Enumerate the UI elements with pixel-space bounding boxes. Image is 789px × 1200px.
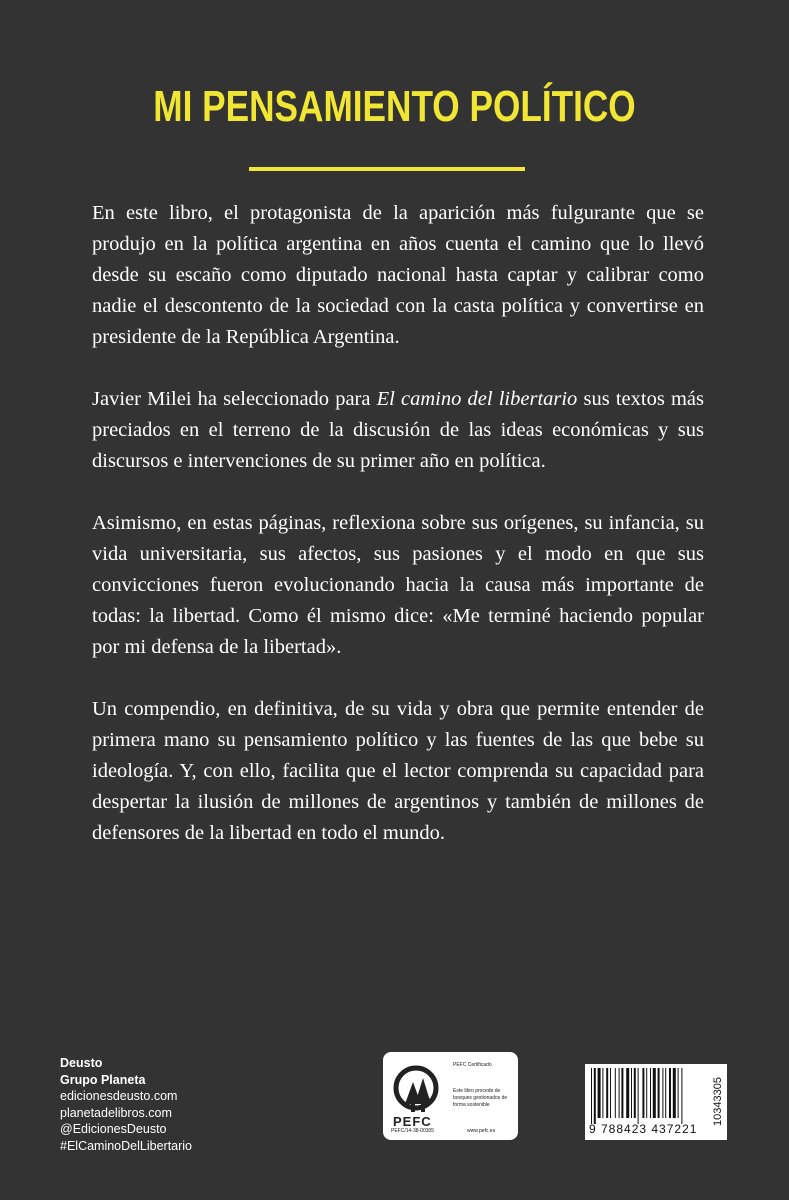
isbn-side-number: 10343305 [712, 1077, 724, 1127]
barcode-bar [646, 1068, 647, 1118]
barcode-bar [653, 1068, 656, 1118]
isbn-digits: 9 788423 437221 [589, 1122, 698, 1136]
barcode-bar [662, 1068, 663, 1118]
barcode-bar [606, 1068, 608, 1118]
synopsis [92, 198, 704, 880]
barcode-bar [621, 1068, 623, 1118]
pefc-url: www.pefc.es [467, 1128, 496, 1134]
barcode-bar [594, 1068, 596, 1124]
pefc-logo-text: PEFC [393, 1114, 432, 1129]
barcode-bar [602, 1068, 603, 1118]
barcode-bar [665, 1068, 666, 1118]
p2-text-after: sus textos más preciados en el terreno de la discusión de las ideas económicas y sus discursos e intervenciones de su primer año en política. [92, 388, 704, 472]
barcode-bar [634, 1068, 636, 1118]
barcode-bar [669, 1068, 671, 1118]
pefc-certified: PEFC Certificado [453, 1062, 492, 1068]
barcode-bar [642, 1068, 644, 1118]
barcode-bar [678, 1068, 679, 1118]
publisher-handle: @EdicionesDeusto [60, 1122, 167, 1136]
barcode-bar [638, 1068, 639, 1124]
barcode-bar [626, 1068, 629, 1118]
publisher-name: Deusto [60, 1056, 103, 1070]
pefc-tree-icon [391, 1064, 441, 1116]
barcode-bar [631, 1068, 632, 1118]
barcode-bar [610, 1068, 611, 1118]
synopsis-paragraph-2 [92, 384, 704, 477]
pefc-description: Este libro procede de bosques gestionados de forma sostenible [453, 1088, 508, 1108]
isbn-barcode [585, 1064, 727, 1140]
book-title-italic: El camino del libertario [376, 388, 578, 410]
publisher-group: Grupo Planeta [60, 1072, 146, 1087]
barcode-bar [619, 1068, 620, 1118]
pefc-label [383, 1052, 518, 1140]
barcode-bar [681, 1068, 682, 1124]
synopsis-paragraph-3: Asimismo, en estas páginas, reflexiona sobre sus orígenes, su infancia, su vida universitaria, sus afectos, sus pasiones y el modo en que sus convicciones fueron evolucionando hacia la causa más importante de todas: la libertad. Como él mismo dice: «Me terminé haciendo popular por mi defensa de la libertad». [92, 512, 704, 658]
publisher-site-2: planetadelibros.com [60, 1105, 172, 1120]
barcode-bar [673, 1068, 676, 1118]
synopsis-paragraph-1: En este libro, el protagonista de la aparición más fulgurante que se produjo en la política argentina en años cuenta el camino que lo llevó desde su escaño como diputado nacional hasta captar y calibrar como nadie el descontento de la sociedad con la casta política y convertirse en presidente de la República Argentina. [92, 202, 704, 348]
title-underline [249, 167, 525, 171]
barcode-bar [658, 1068, 660, 1118]
barcode-bar [615, 1068, 616, 1118]
pefc-code: PEFC/14-38-00305 [391, 1128, 435, 1134]
publisher-imprint [60, 1055, 192, 1154]
barcode-bar [591, 1068, 592, 1124]
book-hashtag: #ElCaminoDelLibertario [60, 1138, 193, 1153]
barcode-bar [598, 1068, 601, 1118]
back-cover-title: MI PENSAMIENTO POLÍTICO [153, 82, 636, 131]
publisher-site-1: edicionesdeusto.com [60, 1089, 178, 1103]
barcode-bars [585, 1064, 711, 1124]
barcode-bar [650, 1068, 651, 1118]
p2-text-before: Javier Milei ha seleccionado para [92, 388, 377, 410]
synopsis-paragraph-4: Un compendio, en definitiva, de su vida y obra que permite entender de primera mano su pensamiento político y las fuentes de las que bebe su ideología. Y, con ello, facilita que el lector comprenda su capacidad para despertar la ilusión de millones de argentinos y también de millones de defensores de la libertad en todo el mundo. [92, 698, 704, 844]
